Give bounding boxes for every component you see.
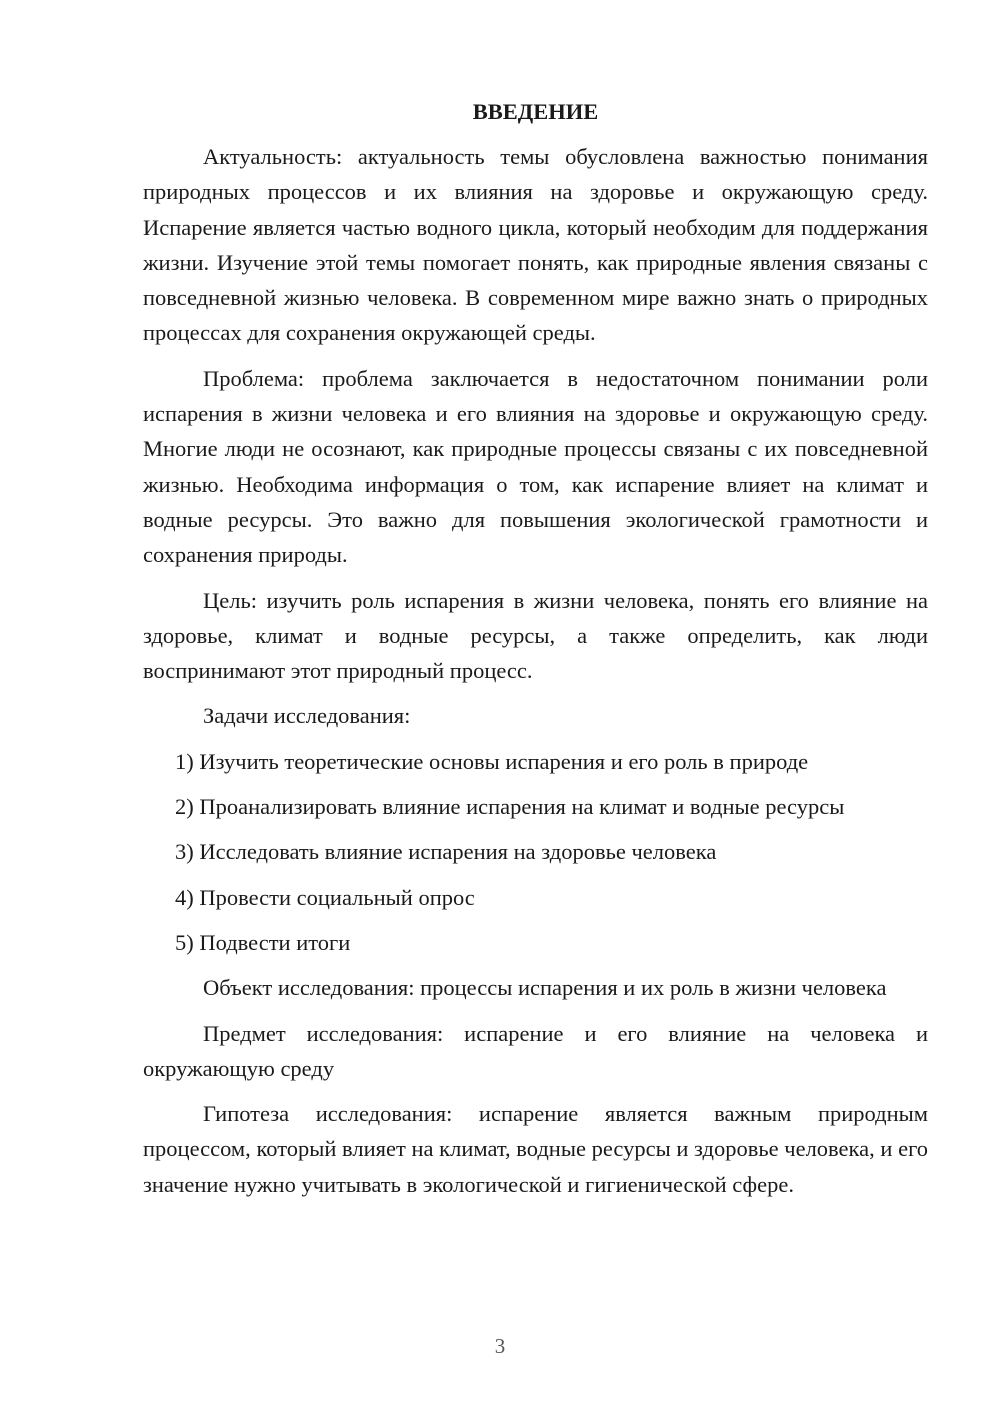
section-heading: ВВЕДЕНИЕ bbox=[472, 99, 599, 124]
task-item: 4) Провести социальный опрос bbox=[175, 884, 475, 910]
task-item: 2) Проанализировать влияние испарения на климат и водные ресурсы bbox=[175, 794, 845, 820]
task-item: 3) Исследовать влияние испарения на здоровье человека bbox=[175, 839, 717, 865]
relevance-paragraph: Актуальность: актуальность темы обусловлена важностью понимания природных процессов и их влияния на здоровье и окружающую среду. Испарение является частью водного цикла, который необходим для поддержания жизни. Изучение этой темы помогает понять, как природные явления связаны с повседневной жизнью человека. В современном мире важно знать о природных процессах для сохранения окружающей среды. bbox=[143, 144, 928, 346]
object-paragraph: Объект исследования: процессы испарения и их роль в жизни человека bbox=[203, 975, 887, 1001]
task-item: 5) Подвести итоги bbox=[175, 929, 351, 955]
hypothesis-paragraph: Гипотеза исследования: испарение является важным природным процессом, который влияет на климат, водные ресурсы и здоровье человека, и его значение нужно учитывать в экологической и гигиенической сфере. bbox=[143, 1101, 928, 1197]
problem-paragraph: Проблема: проблема заключается в недостаточном понимании роли испарения в жизни человека и его влияния на здоровье и окружающую среду. Многие люди не осознают, как природные процессы связаны с их повседневной жизнью. Необходима информация о том, как испарение влияет на климат и водные ресурсы. Это важно для повышения экологической грамотности и сохранения природы. bbox=[143, 365, 928, 568]
goal-paragraph: Цель: изучить роль испарения в жизни человека, понять его влияние на здоровье, климат и водные ресурсы, а также определить, как люди воспринимают этот природный процесс. bbox=[143, 587, 928, 684]
page-number: 3 bbox=[494, 1334, 506, 1358]
tasks-title: Задачи исследования: bbox=[203, 703, 411, 729]
task-item: 1) Изучить теоретические основы испарения и его роль в природе bbox=[175, 748, 809, 774]
subject-paragraph: Предмет исследования: испарение и его влияние на человека и окружающую среду bbox=[143, 1020, 928, 1081]
page-content bbox=[143, 94, 928, 1212]
